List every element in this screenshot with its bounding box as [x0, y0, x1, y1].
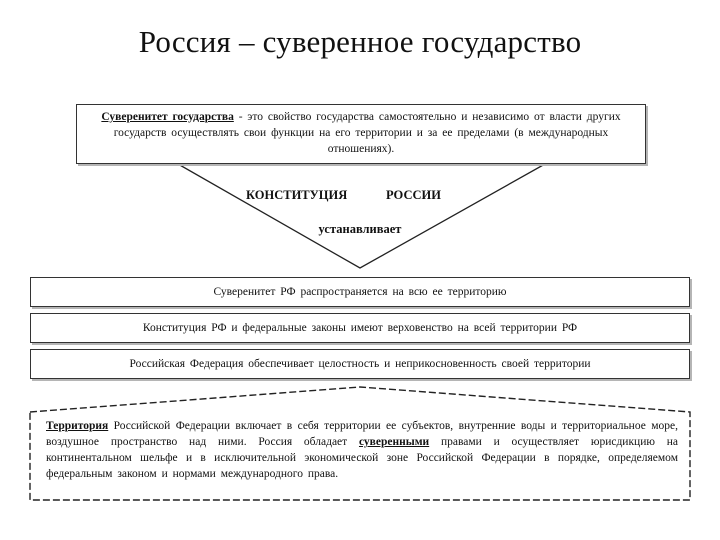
- page-title: Россия – суверенное государство: [138, 24, 582, 59]
- territory-term: Территория: [46, 420, 109, 432]
- triangle-word-russia: РОССИИ: [386, 188, 441, 202]
- definition-text: - это свойство государства самостоятельно и независимо от власти других государств осуществлять свои функции на его территории и за ее пределами (в международных отношениях).: [113, 111, 621, 155]
- territory-emphasis: суверенными: [358, 436, 430, 448]
- statement-supremacy: Конституция РФ и федеральные законы имеют верховенство на всей территории РФ: [30, 313, 690, 343]
- statement-sovereignty: Суверенитет РФ распространяется на всю ее территорию: [30, 277, 690, 307]
- triangle-verb: устанавливает: [318, 222, 402, 236]
- territory-text-part1: Российской Федерации включает в себя территории ее субъектов, внутренние воды и территориальное море, воздушное пространство над ними. Россия обладает: [46, 420, 678, 448]
- definition-term: Суверенитет государства: [101, 111, 234, 123]
- triangle-word-constitution: КОНСТИТУЦИЯ: [246, 188, 348, 202]
- territory-paragraph: [46, 418, 678, 482]
- statement-integrity: Российская Федерация обеспечивает целостность и неприкосновенность своей территории: [30, 349, 690, 379]
- territory-text-part2: правами и осуществляет юрисдикцию на континентальном шельфе и в исключительной экономической зоне Российской Федерации в порядке, определяемом федеральным законом и нормами международного права.: [46, 436, 678, 480]
